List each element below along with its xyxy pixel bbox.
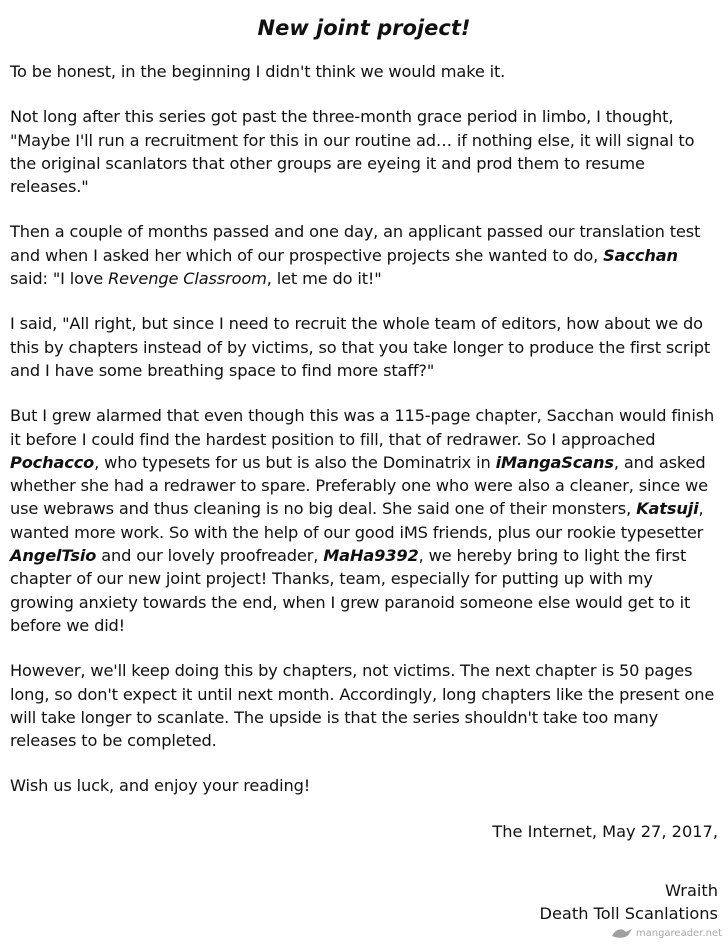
paragraph-1: To be honest, in the beginning I didn't think we would make it.: [10, 62, 506, 81]
paragraph-3-text-b: said: "I love: [10, 269, 109, 289]
group-imangascans: iMangaScans: [495, 452, 614, 472]
paragraph-2: Not long after this series got past the three-month grace period in limbo, I thought, "Maybe I'll run a recruitment for this in our routine ad… if nothing else, it will signal to the original scanlators that other groups are eyeing it and prod them to resume releases.": [10, 107, 695, 197]
paragraph-5-text-b: , who typesets for us but is also the Dominatrix in: [94, 452, 496, 472]
paragraph-3-text-a: Then a couple of months passed and one day, an applicant passed our translation test and when I asked her which of our prospective projects she wanted to do,: [10, 222, 701, 265]
paragraph-7: Wish us luck, and enjoy your reading!: [10, 776, 311, 796]
name-sacchan: Sacchan: [603, 245, 678, 265]
signature-name: Wraith: [665, 880, 718, 900]
name-pochacco: Pochacco: [10, 452, 95, 472]
watermark: [611, 926, 722, 940]
page-title: New joint project!: [257, 16, 471, 40]
dragon-logo-icon: [611, 926, 633, 940]
paragraph-5: [10, 404, 718, 637]
paragraph-5-text-a: But I grew alarmed that even though this was a 115-page chapter, Sacchan would finish it before I could find the hardest position to fill, that of redrawer. So I approached: [10, 406, 715, 449]
paragraph-5-text-e: and our lovely proofreader,: [96, 546, 324, 566]
signature-group: Death Toll Scanlations: [539, 903, 718, 923]
paragraph-3: [10, 220, 718, 290]
paragraph-3-text-c: , let me do it!": [266, 269, 382, 289]
paragraph-4: I said, "All right, but since I need to recruit the whole team of editors, how about we do this by chapters instead of by victims, so that you take longer to produce the first script and I have some breathing space to find more staff?": [10, 314, 711, 380]
paragraph-5-text-d: , wanted more work. So with the help of our good iMS friends, plus our rookie typesetter: [10, 499, 704, 542]
date-line: The Internet, May 27, 2017,: [492, 821, 718, 841]
name-katsuji: Katsuji: [636, 499, 699, 519]
work-title: Revenge Classroom: [108, 269, 267, 289]
paragraph-6: However, we'll keep doing this by chapters, not victims. The next chapter is 50 pages long, so don't expect it until next month. Accordingly, long chapters like the present one will take longer to scanlate. The upside is that the series shouldn't take too many releases to be completed.: [10, 661, 715, 751]
watermark-text: mangareader.net: [635, 927, 722, 939]
paragraph-5-text-c: , and asked whether she had a redrawer to spare. Preferably one who were also a cleaner, since we use webraws and thus cleaning is no big deal. She said one of their monsters,: [10, 452, 708, 519]
name-angeltsio: AngelTsio: [10, 546, 97, 566]
paragraph-5-text-f: , we hereby bring to light the first chapter of our new joint project! Thanks, team, especially for putting up with my growing anxiety towards the end, when I grew paranoid someone else would get to it before we did!: [10, 546, 691, 635]
name-maha9392: MaHa9392: [323, 546, 419, 566]
